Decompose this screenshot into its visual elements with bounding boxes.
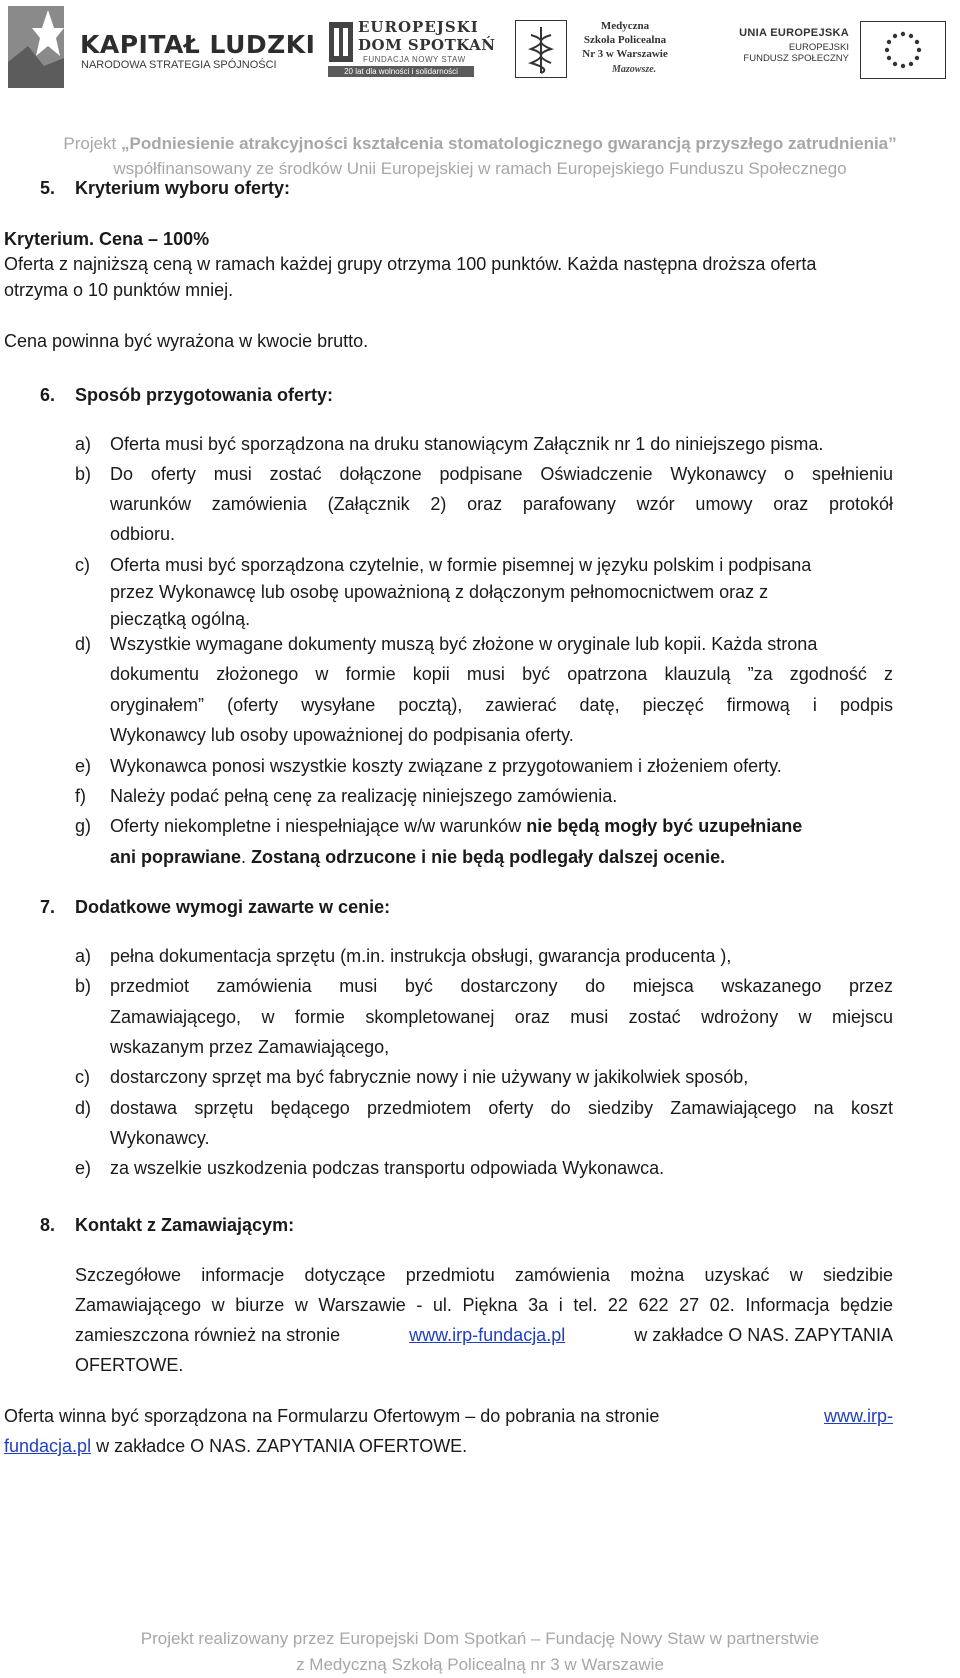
list-item-text: dostawa sprzętu będącego przedmiotem oferty do siedziby Zamawiającego na koszt bbox=[110, 1098, 893, 1118]
closing-text: w zakładce O NAS. ZAPYTANIA OFERTOWE. bbox=[96, 1436, 468, 1456]
g-bold-text: ani poprawiane bbox=[110, 847, 242, 867]
list-item-text: Wykonawca ponosi wszystkie koszty związane z przygotowaniem i złożeniem oferty. bbox=[110, 756, 782, 776]
section6-heading: Sposób przygotowania oferty: bbox=[75, 385, 334, 405]
contact-line3-post: w zakładce O NAS. ZAPYTANIA bbox=[634, 1325, 893, 1345]
ue-line2: EUROPEJSKI bbox=[788, 42, 849, 53]
section5-paragraph-line1: Oferta z najniższą ceną w ramach każdej grupy otrzyma 100 punktów. Każda następna droższa oferta bbox=[4, 254, 817, 274]
project-title: „Podniesienie atrakcyjności kształcenia stomatologicznego gwarancją przyszłego zatrudnienia” bbox=[121, 134, 897, 153]
closing-line2 bbox=[4, 1435, 467, 1457]
eds-line3: FUNDACJA NOWY STAW bbox=[363, 55, 466, 64]
section8-heading: Kontakt z Zamawiającym: bbox=[75, 1215, 295, 1235]
footer-line2: z Medyczną Szkołą Policealną nr 3 w Warszawie bbox=[296, 1655, 664, 1674]
list-item-text: oryginałem” (oferty wysyłane pocztą), zawierać datę, pieczęć firmową i podpis bbox=[110, 695, 893, 715]
list-item-text: przedmiot zamówienia musi być dostarczony do miejsca wskazanego przez bbox=[110, 976, 893, 996]
cofinancing-note: współfinansowany ze środków Unii Europejskiej w ramach Europejskiego Funduszu Społecznego bbox=[113, 159, 847, 178]
kapital-ludzki-title: KAPITAŁ LUDZKI bbox=[80, 30, 316, 59]
footer-line1: Projekt realizowany przez Europejski Dom Spotkań – Fundację Nowy Staw w partnerstwie bbox=[140, 1629, 820, 1648]
section5-number: 5. bbox=[40, 178, 56, 198]
list-item-text: Wykonawcy. bbox=[110, 1128, 210, 1148]
list-item-text: Zamawiającego, w formie skompletowanej oraz musi zostać wdrożony w miejscu bbox=[110, 1007, 893, 1027]
logo-bar bbox=[0, 0, 960, 100]
section6-number: 6. bbox=[40, 385, 56, 405]
list-item-label: d) bbox=[75, 634, 92, 654]
irp-fundacja-link-part1[interactable]: www.irp- bbox=[823, 1406, 893, 1426]
ue-line3: FUNDUSZ SPOŁECZNY bbox=[743, 53, 849, 64]
list-item-text: warunków zamówienia (Załącznik 2) oraz parafowany wzór umowy oraz protokół bbox=[110, 494, 893, 514]
g-bold-text: nie będą mogły być uzupełniane bbox=[526, 816, 803, 836]
g-plain-text: Oferty niekompletne i niespełniające w/w warunków bbox=[110, 816, 522, 836]
contact-line3-pre: zamieszczona również na stronie bbox=[75, 1325, 341, 1345]
project-prefix: Projekt bbox=[63, 134, 117, 153]
list-item-text: Oferta musi być sporządzona czytelnie, w formie pisemnej w języku polskim i podpisana bbox=[110, 555, 812, 575]
list-item-text: Wszystkie wymagane dokumenty muszą być złożone w oryginale lub kopii. Każda strona bbox=[110, 634, 818, 654]
criterion-line: Kryterium. Cena – 100% bbox=[4, 229, 210, 249]
closing-text: Oferta winna być sporządzona na Formularzu Ofertowym – do pobrania na stronie bbox=[4, 1406, 660, 1426]
section8-number: 8. bbox=[40, 1215, 56, 1235]
list-item-text: odbioru. bbox=[110, 524, 176, 544]
list-item-label: c) bbox=[75, 555, 90, 575]
section5-price-note: Cena powinna być wyrażona w kwocie brutto. bbox=[4, 331, 369, 351]
caduceus-icon bbox=[515, 20, 567, 78]
contact-line1: Szczegółowe informacje dotyczące przedmiotu zamówienia można uzyskać w siedzibie bbox=[75, 1265, 893, 1285]
list-item-text: Do oferty musi zostać dołączone podpisane Oświadczenie Wykonawcy o spełnieniu bbox=[110, 464, 893, 484]
section7-heading: Dodatkowe wymogi zawarte w cenie: bbox=[75, 897, 391, 917]
list-item-text: dokumentu złożonego w formie kopii musi być opatrzona klauzulą ”za zgodność z bbox=[110, 664, 893, 684]
list-item-text: Wykonawcy lub osoby upoważnionej do podpisania oferty. bbox=[110, 725, 574, 745]
msp-line4: Mazowsze. bbox=[612, 64, 657, 75]
ue-line1: UNIA EUROPEJSKA bbox=[739, 27, 849, 39]
list-item-text-g2 bbox=[110, 846, 725, 868]
irp-fundacja-link-part2[interactable]: fundacja.pl bbox=[4, 1436, 92, 1456]
list-item-text: za wszelkie uszkodzenia podczas transportu odpowiada Wykonawca. bbox=[110, 1158, 665, 1178]
eds-band: 20 lat dla wolności i solidarności bbox=[328, 66, 474, 77]
project-title-line bbox=[0, 134, 960, 154]
list-item-text: przez Wykonawcę lub osobę upoważnioną z dołączonym pełnomocnictwem oraz z bbox=[110, 582, 769, 602]
contact-line3 bbox=[75, 1324, 893, 1346]
closing-line1 bbox=[4, 1405, 893, 1427]
list-item-label: c) bbox=[75, 1067, 90, 1087]
list-item-text: Oferta musi być sporządzona na druku stanowiącym Załącznik nr 1 do niniejszego pisma. bbox=[110, 434, 824, 454]
list-item-label: d) bbox=[75, 1098, 92, 1118]
list-item-text: wskazanym przez Zamawiającego, bbox=[110, 1037, 390, 1057]
list-item-label: a) bbox=[75, 434, 92, 454]
list-item-text-g1 bbox=[110, 815, 802, 837]
list-item-label: g) bbox=[75, 816, 92, 836]
section5-paragraph-line2: otrzyma o 10 punktów mniej. bbox=[4, 280, 234, 300]
list-item-label: a) bbox=[75, 946, 92, 966]
irp-fundacja-link[interactable]: www.irp-fundacja.pl bbox=[409, 1325, 566, 1345]
kapital-ludzki-subtitle: NARODOWA STRATEGIA SPÓJNOŚCI bbox=[81, 59, 277, 71]
msp-line3: Nr 3 w Warszawie bbox=[582, 48, 668, 60]
list-item-label: e) bbox=[75, 756, 92, 776]
section7-number: 7. bbox=[40, 897, 56, 917]
eu-flag-icon bbox=[860, 21, 946, 79]
eds-line1: EUROPEJSKI bbox=[358, 18, 479, 36]
g-plain-text: . bbox=[241, 847, 247, 867]
msp-line1: Medyczna bbox=[600, 20, 650, 32]
contact-line2: Zamawiającego w biurze w Warszawie - ul. Piękna 3a i tel. 22 622 27 02. Informacja będzie bbox=[75, 1295, 893, 1315]
list-item-text: Należy podać pełną cenę za realizację niniejszego zamówienia. bbox=[110, 786, 618, 806]
list-item-text: dostarczony sprzęt ma być fabrycznie nowy i nie używany w jakikolwiek sposób, bbox=[110, 1067, 749, 1087]
list-item-text: pełna dokumentacja sprzętu (m.in. instrukcja obsługi, gwarancja producenta ), bbox=[110, 946, 732, 966]
list-item-label: f) bbox=[75, 786, 86, 806]
list-item-text: pieczątką ogólną. bbox=[110, 609, 251, 629]
eds-line2: DOM SPOTKAŃ bbox=[358, 36, 496, 54]
list-item-label: b) bbox=[75, 464, 92, 484]
list-item-label: e) bbox=[75, 1158, 92, 1178]
g-bold-text: Zostaną odrzucone i nie będą podlegały dalszej ocenie. bbox=[251, 847, 726, 867]
list-item-label: b) bbox=[75, 976, 92, 996]
section5-heading: Kryterium wyboru oferty: bbox=[75, 178, 291, 198]
contact-line4: OFERTOWE. bbox=[75, 1355, 184, 1375]
msp-line2: Szkoła Policealna bbox=[583, 34, 667, 46]
kapital-ludzki-emblem-icon bbox=[8, 6, 64, 88]
building-icon bbox=[328, 20, 354, 64]
